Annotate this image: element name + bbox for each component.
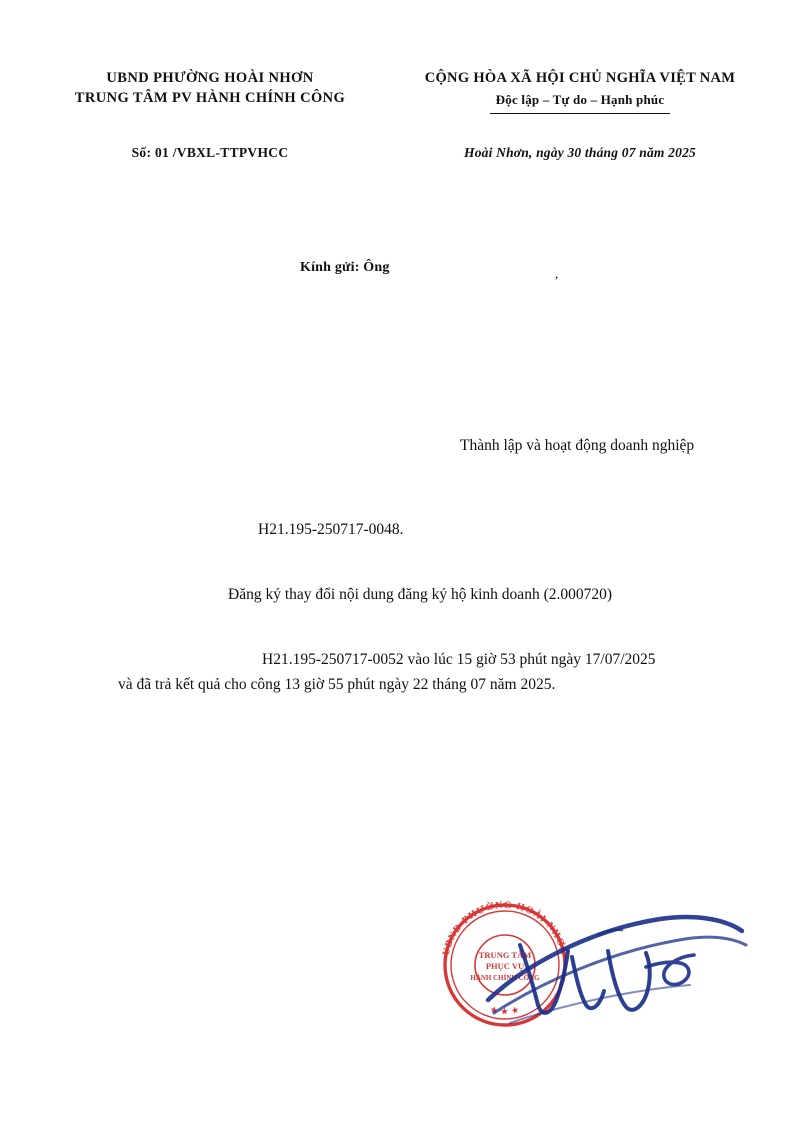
header-divider bbox=[490, 113, 670, 114]
header-org-line1: UBND PHƯỜNG HOÀI NHƠN bbox=[106, 70, 314, 86]
recipient-label: Kính gửi: Ông bbox=[300, 260, 390, 275]
document-place-date: Hoài Nhơn, ngày 30 tháng 07 năm 2025 bbox=[464, 145, 696, 160]
body-line-tra-ket-qua: và đã trả kết quả cho công 13 giờ 55 phút ngày 22 tháng 07 năm 2025. bbox=[118, 676, 556, 693]
svg-text:UBND PHƯỜNG HOÀI NHƠN: UBND PHƯỜNG HOÀI NHƠN bbox=[440, 899, 570, 957]
header-organization bbox=[60, 68, 360, 108]
handwritten-signature bbox=[480, 905, 760, 1035]
body-line-code-1: H21.195-250717-0048. bbox=[258, 521, 404, 538]
header-motto: Độc lập – Tự do – Hạnh phúc bbox=[495, 92, 665, 107]
svg-text:HÀNH CHÍNH CÔNG: HÀNH CHÍNH CÔNG bbox=[470, 974, 540, 982]
body-line-thanh-lap: Thành lập và hoạt động doanh nghiệp bbox=[460, 437, 695, 454]
header-org-line2: TRUNG TÂM PV HÀNH CHÍNH CÔNG bbox=[74, 90, 346, 106]
header-country-name: CỘNG HÒA XÃ HỘI CHỦ NGHĨA VIỆT NAM bbox=[424, 70, 736, 86]
svg-text:PHỤC VỤ: PHỤC VỤ bbox=[485, 961, 525, 971]
svg-text:★ ★ ★: ★ ★ ★ bbox=[489, 1004, 521, 1016]
recipient-comma: , bbox=[555, 266, 559, 281]
header-national-title bbox=[390, 68, 770, 114]
body-line-dang-ky: Đăng ký thay đổi nội dung đăng ký hộ kinh doanh (2.000720) bbox=[228, 586, 613, 603]
document-number: Số: 01 /VBXL-TTPVHCC bbox=[131, 145, 289, 160]
svg-text:TRUNG TÂM: TRUNG TÂM bbox=[478, 950, 532, 960]
body-line-code-2: H21.195-250717-0052 vào lúc 15 giờ 53 phút ngày 17/07/2025 bbox=[262, 651, 656, 668]
